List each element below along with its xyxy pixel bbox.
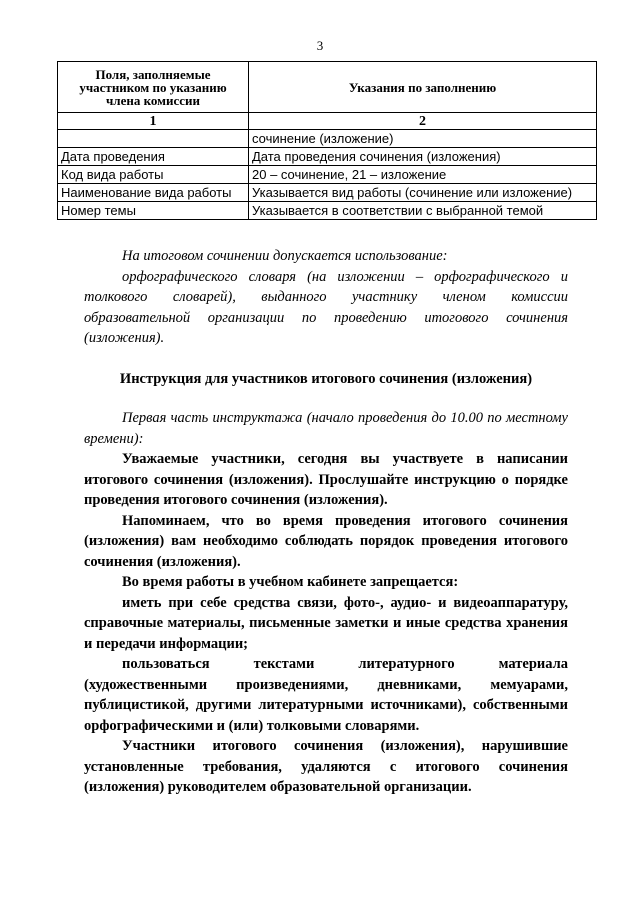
table-cell-field: Код вида работы [58,166,249,184]
table-header-instructions: Указания по заполнению [249,62,597,113]
instruction-heading: Инструкция для участников итогового сочинения (изложения) [119,371,533,387]
instruction-paragraph: Напоминаем, что во время проведения итогового сочинения (изложения) вам необходимо соблюдать порядок проведения итогового сочинения (изложения). [84,512,568,570]
column-number-1: 1 [58,113,249,130]
table-cell-instruction: Дата проведения сочинения (изложения) [249,148,597,166]
table-cell-field [58,130,249,148]
table-cell-field: Дата проведения [58,148,249,166]
fields-table [57,61,597,220]
table-row [58,130,597,148]
table-cell-field: Номер темы [58,202,249,220]
instruction-paragraph: Уважаемые участники, сегодня вы участвуете в написании итогового сочинения (изложения). Прослушайте инструкцию о порядке проведения итогового сочинения (изложения). [84,451,568,508]
column-number-2: 2 [249,113,597,130]
table-row [58,202,597,220]
instruction-paragraph: Во время работы в учебном кабинете запрещается: [122,574,459,590]
instruction-body [84,408,568,798]
table-cell-instruction: Указывается в соответствии с выбранной темой [249,202,597,220]
table-cell-instruction: Указывается вид работы (сочинение или изложение) [249,184,597,202]
table-row [58,166,597,184]
allowed-intro: На итоговом сочинении допускается использование: [122,248,448,264]
allowed-text: орфографического словаря (на изложении – орфографического и толкового словарей), выданного участнику членом комиссии образовательной организации по проведению итогового сочинения (изложения). [84,268,568,346]
table-header-row [58,62,597,113]
page-number: 3 [316,38,324,53]
table-cell-field: Наименование вида работы [58,184,249,202]
table-cell-instruction: сочинение (изложение) [249,130,597,148]
instruction-paragraph: иметь при себе средства связи, фото-, аудио- и видеоаппаратуру, справочные материалы, письменные заметки и иные средства хранения и передачи информации; [84,594,568,652]
allowed-materials-block [84,246,568,349]
instruction-paragraph: пользоваться текстами литературного материала (художественными произведениями, дневниками, мемуарами, публицистикой, другими литературными источниками), собственными орфографическими и (или) толковыми словарями. [84,656,568,734]
table-row [58,148,597,166]
table-cell-instruction: 20 – сочинение, 21 – изложение [249,166,597,184]
instruction-paragraph: Участники итогового сочинения (изложения), нарушившие установленные требования, удаляются с итогового сочинения (изложения) руководителем образовательной организации. [84,738,568,795]
instruction-note: Первая часть инструктажа (начало проведения до 10.00 по местному времени): [84,410,568,447]
table-column-numbers-row [58,113,597,130]
table-header-fields: Поля, заполняемые участником по указанию члена комиссии [58,62,249,113]
table-row [58,184,597,202]
